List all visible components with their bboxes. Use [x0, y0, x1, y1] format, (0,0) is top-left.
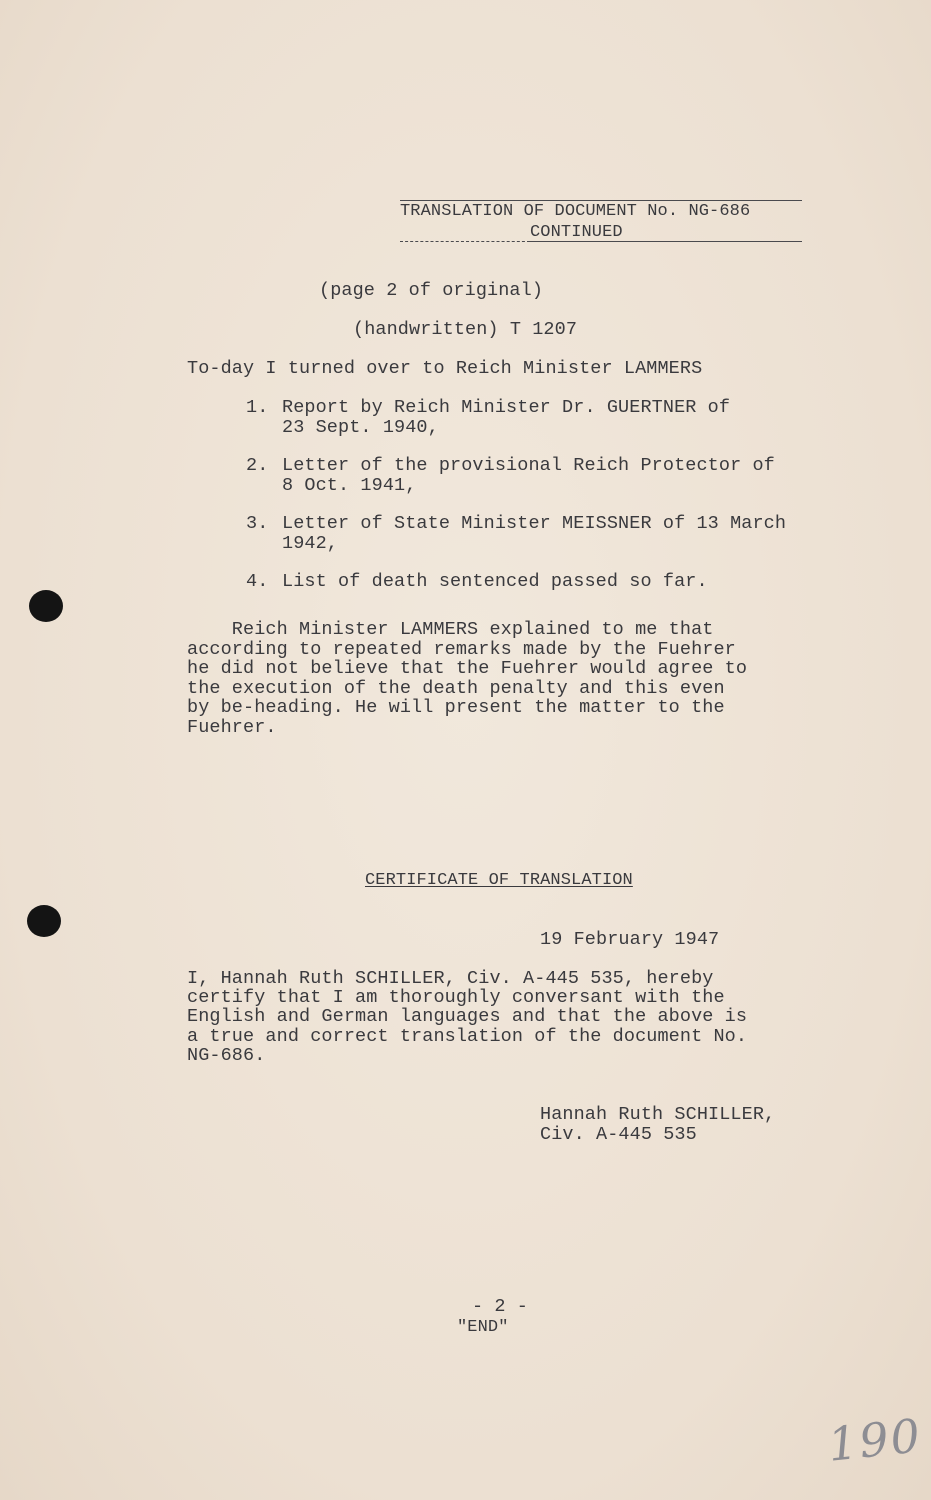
punch-hole-top [29, 590, 63, 622]
list-item-text-cont: 1942, [282, 533, 339, 554]
document-header-title: TRANSLATION OF DOCUMENT No. NG-686 [400, 202, 751, 221]
signature-name: Hannah Ruth SCHILLER, [540, 1104, 776, 1125]
page-number: - 2 - [472, 1296, 529, 1317]
certificate-text-line: a true and correct translation of the document No. [187, 1026, 748, 1047]
certificate-text-line: I, Hannah Ruth SCHILLER, Civ. A-445 535, hereby [187, 968, 714, 989]
header-underline-left [400, 241, 530, 242]
header-underline-right [530, 241, 802, 242]
list-item-text: Letter of State Minister MEISSNER of 13 March [282, 513, 787, 534]
body-paragraph-line: he did not believe that the Fuehrer would agree to [187, 658, 748, 679]
certificate-text-line: NG-686. [187, 1045, 266, 1066]
list-item-text: Letter of the provisional Reich Protector of [282, 455, 775, 476]
list-item-number: 4. [246, 571, 269, 592]
page-reference: (page 2 of original) [319, 280, 544, 301]
body-paragraph-line: by be-heading. He will present the matter to the [187, 697, 725, 718]
list-item-text: List of death sentenced passed so far. [282, 571, 708, 592]
body-paragraph-line: the execution of the death penalty and this even [187, 678, 725, 699]
document-header-continued: CONTINUED [530, 223, 623, 242]
header-overline [400, 200, 802, 201]
body-paragraph-line: Fuehrer. [187, 717, 277, 738]
signature-id: Civ. A-445 535 [540, 1124, 697, 1145]
punch-hole-bottom [27, 905, 61, 937]
list-item-text: Report by Reich Minister Dr. GUERTNER of [282, 397, 731, 418]
body-paragraph-line: Reich Minister LAMMERS explained to me that [187, 619, 714, 640]
body-paragraph-line: according to repeated remarks made by the Fuehrer [187, 639, 736, 660]
intro-line: To-day I turned over to Reich Minister LAMMERS [187, 358, 703, 379]
certificate-text-line: English and German languages and that the above is [187, 1006, 748, 1027]
list-item-text-cont: 8 Oct. 1941, [282, 475, 417, 496]
handwritten-page-number: 190 [825, 1408, 925, 1472]
end-mark: "END" [457, 1318, 509, 1337]
certificate-text-line: certify that I am thoroughly conversant with the [187, 987, 725, 1008]
list-item-text-cont: 23 Sept. 1940, [282, 417, 439, 438]
list-item-number: 3. [246, 513, 269, 534]
handwritten-reference: (handwritten) T 1207 [353, 319, 578, 340]
certificate-date: 19 February 1947 [540, 929, 720, 950]
list-item-number: 2. [246, 455, 269, 476]
list-item-number: 1. [246, 397, 269, 418]
certificate-title: CERTIFICATE OF TRANSLATION [365, 871, 633, 890]
